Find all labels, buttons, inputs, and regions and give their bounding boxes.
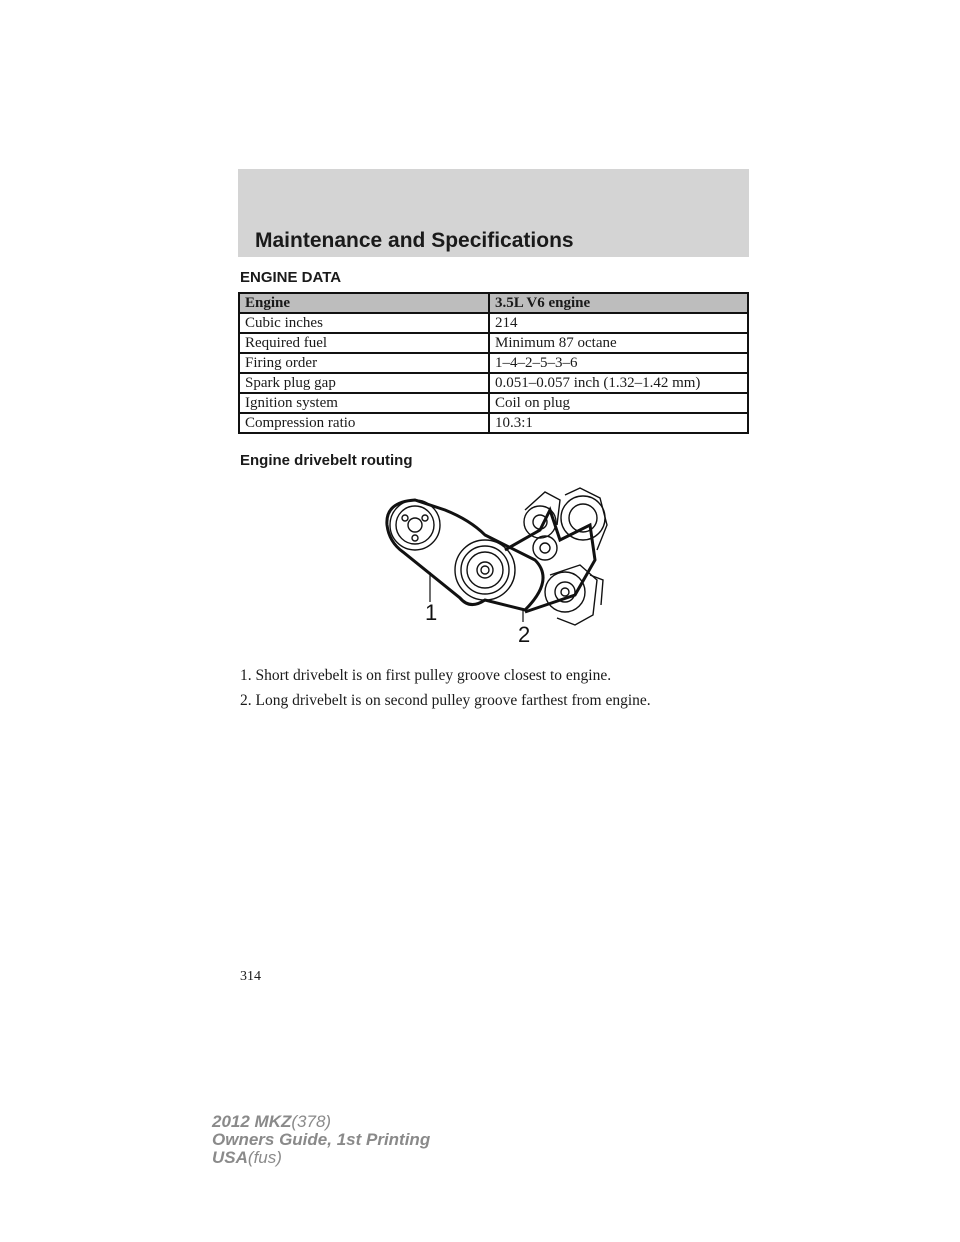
footer-line-3: USA(fus) [212,1148,282,1167]
spec-label: Compression ratio [239,413,489,433]
table-row [239,393,748,413]
spec-label: Cubic inches [239,313,489,333]
page-number: 314 [240,969,261,984]
spec-value: Coil on plug [489,393,748,413]
engine-data-table [238,292,749,434]
column-header: 3.5L V6 engine [489,293,748,313]
short-drivebelt [387,500,543,610]
spec-label: Spark plug gap [239,373,489,393]
water-pump-pulley [545,565,603,625]
footer-line-1: 2012 MKZ(378) [212,1112,332,1131]
table-row [239,413,748,433]
drivebelt-routing-diagram [375,480,630,650]
spec-label: Firing order [239,353,489,373]
callout-2: 2 [518,622,531,647]
long-drivebelt [505,510,595,612]
spec-label: Ignition system [239,393,489,413]
callout-1: 1 [425,600,438,625]
spec-value: 0.051–0.057 inch (1.32–1.42 mm) [489,373,748,393]
spec-value: 214 [489,313,748,333]
spec-value: Minimum 87 octane [489,333,748,353]
table-row [239,333,748,353]
table-header-row [239,293,748,313]
column-header: Engine [239,293,489,313]
alternator [561,488,607,550]
idler-pulley-large [455,540,515,600]
table-row [239,313,748,333]
table-row [239,373,748,393]
spec-value: 1–4–2–5–3–6 [489,353,748,373]
section-title: Maintenance and Specifications [255,229,574,252]
drivebelt-routing-heading: Engine drivebelt routing [240,452,413,469]
spec-value: 10.3:1 [489,413,748,433]
footer-line-2: Owners Guide, 1st Printing [212,1130,431,1149]
print-footer [212,1113,430,1167]
drivebelt-note-1: 1. Short drivebelt is on first pulley groove closest to engine. [240,667,612,684]
spec-label: Required fuel [239,333,489,353]
table-row [239,353,748,373]
crankshaft-pulley [390,500,440,550]
drivebelt-note-2: 2. Long drivebelt is on second pulley groove farthest from engine. [240,692,651,709]
engine-data-heading: ENGINE DATA [240,269,342,286]
